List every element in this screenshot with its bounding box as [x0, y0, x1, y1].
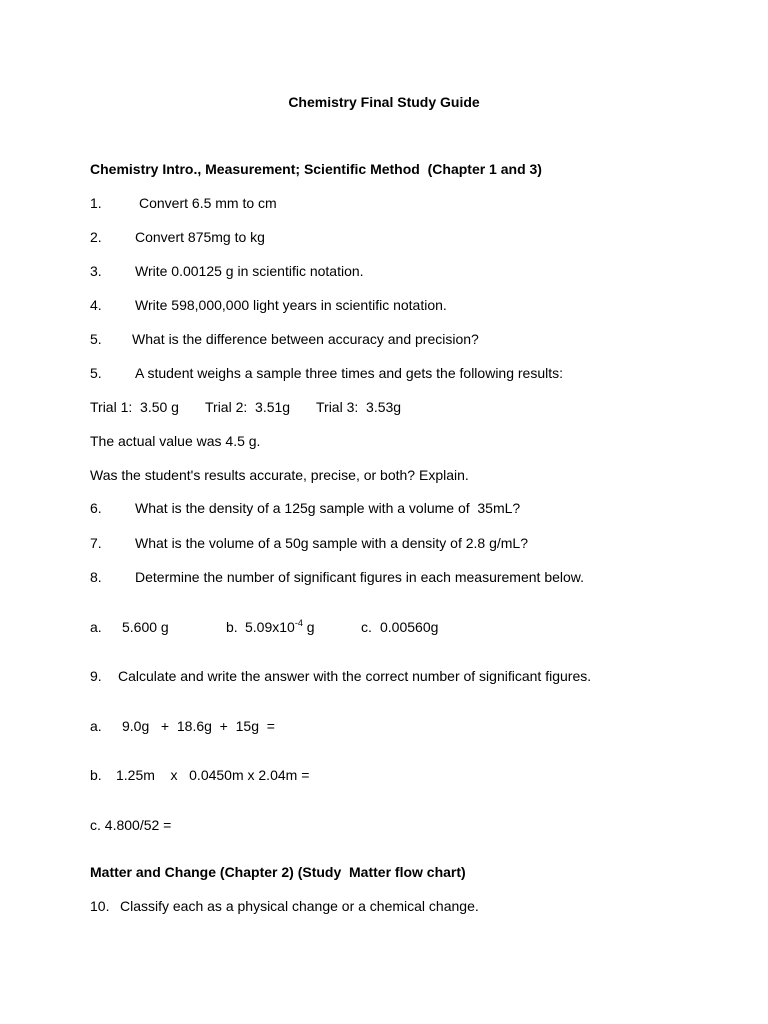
question-7-text: What is the volume of a 50g sample with a density of 2.8 g/mL? [135, 535, 528, 551]
trial-1: Trial 1: 3.50 g [90, 399, 179, 415]
q8-part-b-base: 5.09x10 [245, 619, 295, 635]
q8-part-b-label: b. [226, 619, 238, 635]
q9-part-c: c. 4.800/52 = [90, 817, 172, 833]
question-3-text: Write 0.00125 g in scientific notation. [135, 263, 364, 279]
question-1-text: Convert 6.5 mm to cm [139, 195, 277, 211]
question-5a-text: What is the difference between accuracy and precision? [132, 331, 479, 347]
question-2-number: 2. [90, 229, 102, 245]
q8-part-b-value [245, 619, 315, 636]
question-5b-text: A student weighs a sample three times and gets the following results: [135, 365, 564, 381]
question-4-number: 4. [90, 297, 102, 313]
question-9-text: Calculate and write the answer with the correct number of significant figures. [118, 668, 592, 684]
q9-part-b-value: 1.25m x 0.0450m x 2.04m = [116, 767, 310, 783]
trial-3: Trial 3: 3.53g [316, 399, 402, 415]
question-5a-number: 5. [90, 331, 102, 347]
question-1-number: 1. [90, 195, 102, 211]
q8-part-a-label: a. [90, 619, 102, 635]
question-2-text: Convert 875mg to kg [135, 229, 265, 245]
question-10-text: Classify each as a physical change or a chemical change. [120, 898, 479, 914]
q8-part-b-unit: g [302, 619, 315, 635]
q8-part-c-label: c. [361, 619, 372, 635]
actual-value-text: The actual value was 4.5 g. [90, 433, 261, 449]
q9-part-a-value: 9.0g + 18.6g + 15g = [122, 718, 275, 734]
question-6-text: What is the density of a 125g sample with a volume of 35mL? [135, 500, 521, 516]
question-5b-number: 5. [90, 365, 102, 381]
question-4-text: Write 598,000,000 light years in scientific notation. [135, 297, 447, 313]
section-heading-matter: Matter and Change (Chapter 2) (Study Matter flow chart) [90, 864, 466, 880]
question-9-number: 9. [90, 668, 102, 684]
question-8-text: Determine the number of significant figures in each measurement below. [135, 569, 585, 585]
question-7-number: 7. [90, 535, 102, 551]
q8-part-a-value: 5.600 g [122, 619, 169, 635]
q8-part-c-value: 0.00560g [380, 619, 439, 635]
question-8-number: 8. [90, 569, 102, 585]
section-heading-intro: Chemistry Intro., Measurement; Scientific Method (Chapter 1 and 3) [90, 161, 542, 177]
q8-part-b-exponent: -4 [294, 618, 303, 628]
q9-part-b-label: b. [90, 767, 102, 783]
question-3-number: 3. [90, 263, 102, 279]
q9-part-a-label: a. [90, 718, 102, 734]
explain-text: Was the student's results accurate, precise, or both? Explain. [90, 467, 469, 483]
question-6-number: 6. [90, 500, 102, 516]
trial-2: Trial 2: 3.51g [205, 399, 291, 415]
document-title: Chemistry Final Study Guide [288, 94, 480, 110]
question-10-number: 10. [90, 898, 110, 914]
